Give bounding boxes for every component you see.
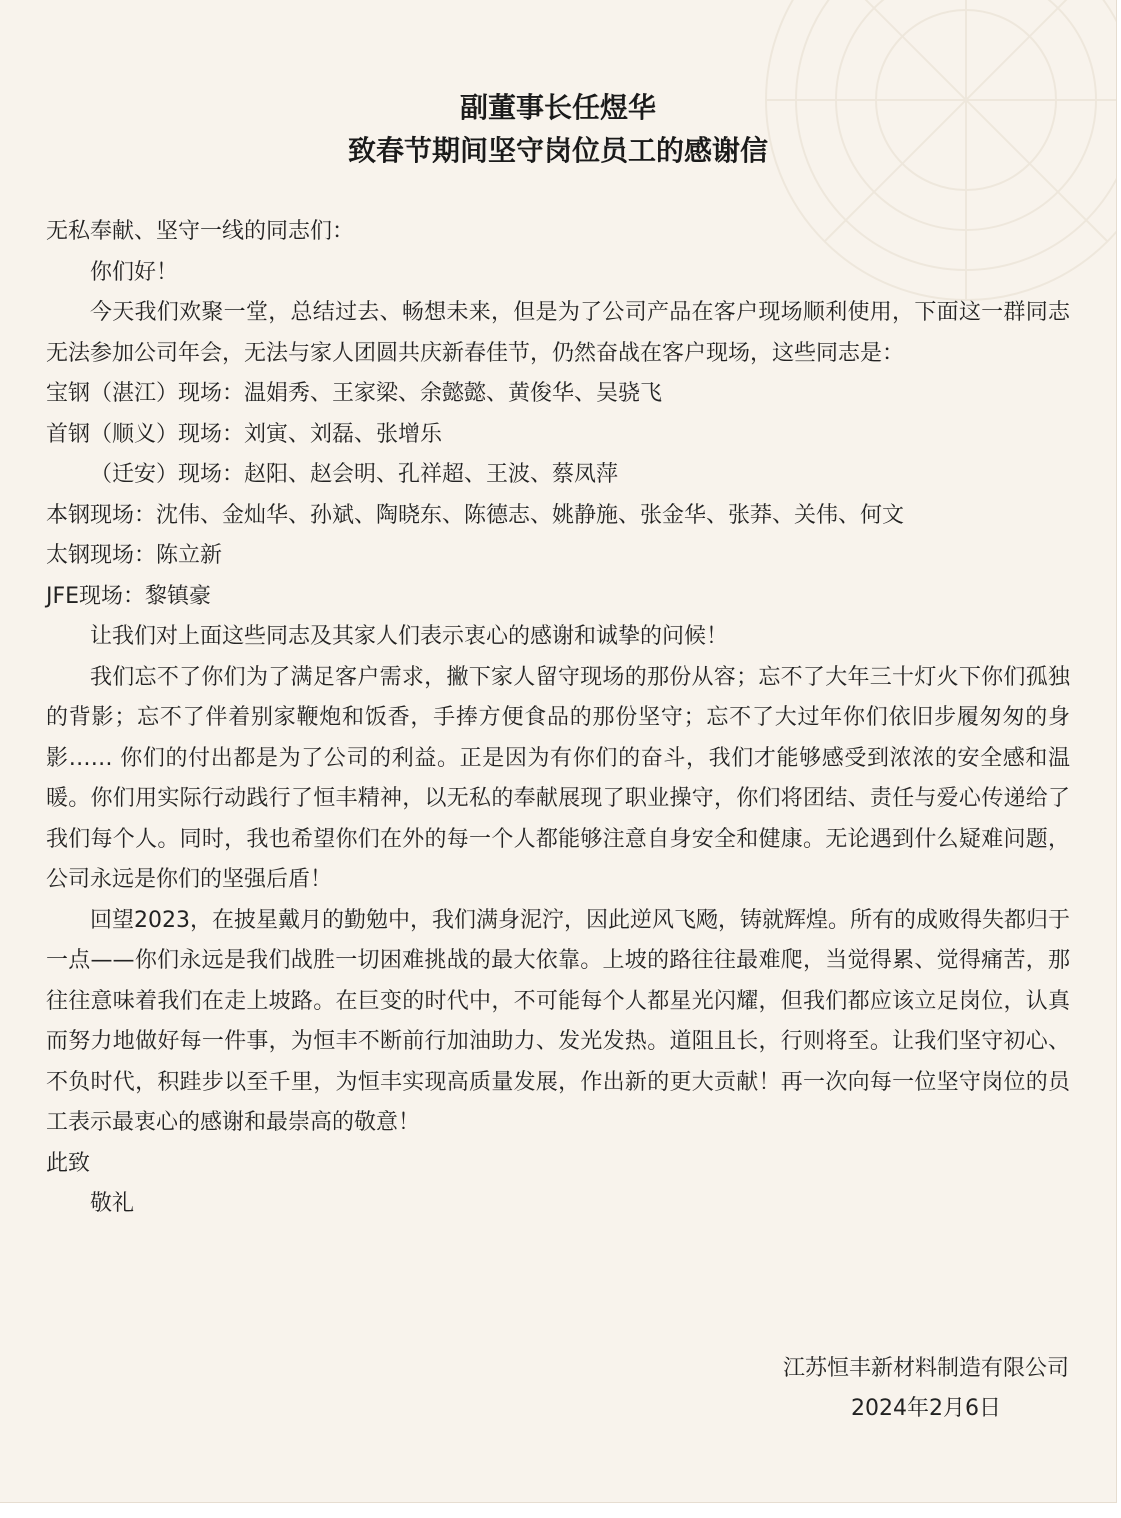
letter-date: 2024年2月6日 [851, 1396, 1001, 1421]
title-line-1: 副董事长任煜华 [459, 91, 656, 124]
site-names: 陈立新 [156, 543, 223, 568]
site-label: 宝钢（湛江）现场： [46, 381, 245, 406]
site-names: 黎镇豪 [145, 583, 212, 609]
site-line-bengang [46, 496, 1070, 537]
site-line-baosteel [46, 374, 1070, 415]
site-label: 太钢现场： [46, 543, 157, 568]
thanks-paragraph: 让我们对上面这些同志及其家人们表示衷心的感谢和诚挚的问候！ [90, 624, 729, 649]
signature-block [783, 1349, 1069, 1429]
site-line-shougang-qianan [46, 455, 1070, 496]
site-names: 刘寅、刘磊、张增乐 [244, 421, 443, 447]
site-label: （迁安）现场： [90, 462, 245, 487]
site-names: 温娟秀、王家梁、余懿懿、黄俊华、吴骁飞 [244, 381, 663, 406]
site-names: 沈伟、金灿华、孙斌、陶晓东、陈德志、姚静施、张金华、张莽、关伟、何文 [156, 502, 905, 528]
letter-title [0, 86, 1116, 172]
title-line-2: 致春节期间坚守岗位员工的感谢信 [347, 134, 768, 167]
site-line-shougang-shunyi [46, 415, 1070, 456]
review-paragraph: 回望2023，在披星戴月的勤勉中，我们满身泥泞，因此逆风飞飏，铸就辉煌。所有的成败得失都归于一点——你们永远是我们战胜一切困难挑战的最大依靠。上坡的路往往最难爬，当觉得累、觉得痛苦，那往往意味着我们在走上坡路。在巨变的时代中，不可能每个人都星光闪耀，但我们都应该立足岗位，认真而努力地做好每一件事，为恒丰不断前行加油助力、发光发热。道阻且长，行则将至。让我们坚守初心、不负时代，积跬步以至千里，为恒丰实现高质量发展，作出新的更大贡献！再一次向每一位坚守岗位的员工表示最衷心的感谢和最崇高的敬意！ [46, 907, 1070, 1135]
company-name: 江苏恒丰新材料制造有限公司 [782, 1356, 1069, 1381]
site-label: 首钢（顺义）现场： [46, 421, 245, 447]
intro-paragraph: 今天我们欢聚一堂，总结过去、畅想未来，但是为了公司产品在客户现场顺利使用，下面这一群同志无法参加公司年会，无法与家人团圆共庆新春佳节，仍然奋战在客户现场，这些同志是： [46, 300, 1070, 366]
regards: 敬礼 [90, 1191, 135, 1216]
greeting: 你们好！ [90, 259, 179, 285]
site-line-taigang [46, 536, 1070, 577]
site-names: 赵阳、赵会明、孔祥超、王波、蔡凤萍 [244, 462, 619, 487]
memory-paragraph: 我们忘不了你们为了满足客户需求，撇下家人留守现场的那份从容；忘不了大年三十灯火下你们孤独的背影；忘不了伴着别家鞭炮和饭香，手捧方便食品的那份坚守；忘不了大过年你们依旧步履匆匆的身影…… 你们的付出都是为了公司的利益。正是因为有你们的奋斗，我们才能够感受到浓浓的安全感和温暖。你们用实际行动践行了恒丰精神，以无私的奉献展现了职业操守，你们将团结、责任与爱心传递给了我们每个人。同时，我也希望你们在外的每一个人都能够注意自身安全和健康。无论遇到什么疑难问题，公司永远是你们的坚强后盾！ [46, 664, 1070, 892]
salutation: 无私奉献、坚守一线的同志们： [46, 219, 355, 244]
site-label: JFE现场： [46, 583, 146, 609]
site-line-jfe [46, 577, 1070, 618]
closing: 此致 [46, 1150, 91, 1176]
site-label: 本钢现场： [46, 502, 157, 528]
letter-body [46, 212, 1070, 1225]
